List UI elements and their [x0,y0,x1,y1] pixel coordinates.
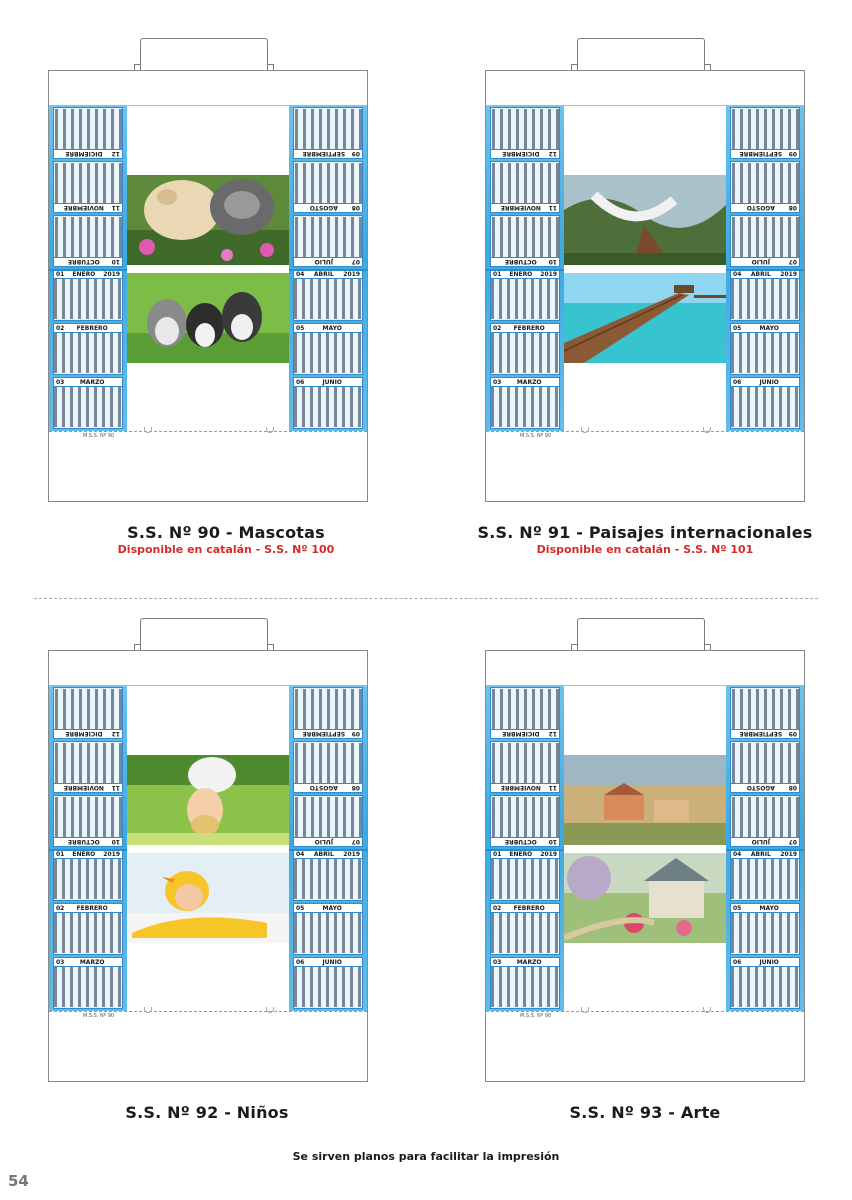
section-divider [34,598,818,599]
calendar-strip-right [289,105,367,431]
month-block: 03 MARZO [53,377,123,429]
month-block: 12 DICIEMBRE [53,107,123,159]
product-subtitle: Disponible en catalán - S.S. Nº 100 [117,543,335,556]
month-block: 01 ENERO 2019 [53,849,123,901]
month-block: 06 JUNIO [730,957,800,1009]
month-block: 05 MAYO [293,323,363,375]
photo-village-painting [564,755,726,845]
month-block: 10 OCTUBRE [53,215,123,267]
month-block: 07 JULIO [730,795,800,847]
hanging-tab [140,618,268,652]
month-block: 08 AGOSTO [293,161,363,213]
month-block: 08 AGOSTO [730,161,800,213]
calendar-strip-right [289,685,367,1011]
month-block: 11 NOVIEMBRE [490,161,560,213]
month-block: 12 DICIEMBRE [490,687,560,739]
month-block: 09 SEPTIEMBRE [730,107,800,159]
calendar-strip-left [49,685,127,1011]
photo-cottage-garden-painting [564,853,726,943]
calendar-strip-right [726,685,804,1011]
month-block: 10 OCTUBRE [490,795,560,847]
product-title: S.S. Nº 90 - Mascotas [127,523,325,542]
photo-three-kittens [127,273,289,363]
month-block: 05 MAYO [730,323,800,375]
month-block: 09 SEPTIEMBRE [293,687,363,739]
fold-line [486,105,804,106]
fold-line [486,431,804,432]
month-block: 11 NOVIEMBRE [53,161,123,213]
fold-line [49,1011,367,1012]
fold-line [486,1011,804,1012]
calendar-board [485,70,805,502]
hanging-tab [140,38,268,72]
calendar-strip-left [49,105,127,431]
month-block: 12 DICIEMBRE [490,107,560,159]
month-block: 06 JUNIO [730,377,800,429]
month-block: 11 NOVIEMBRE [53,741,123,793]
month-block: 03 MARZO [490,377,560,429]
calendar-board [48,650,368,1082]
photo-child-with-stuffed-animal [127,755,289,845]
product-title: S.S. Nº 92 - Niños [125,1103,289,1122]
month-block: 05 MAYO [293,903,363,955]
month-block: 04 ABRIL 2019 [730,849,800,901]
imprint-code: M.S.S. Nº 90 [520,1013,552,1019]
hanging-tab [577,618,705,652]
imprint-code: M.S.S. Nº 90 [520,433,552,439]
month-block: 04 ABRIL 2019 [293,849,363,901]
month-block: 04 ABRIL 2019 [730,269,800,321]
fold-notch [703,1007,711,1013]
month-block: 06 JUNIO [293,377,363,429]
month-block: 07 JULIO [730,215,800,267]
calendar-board [48,70,368,502]
product-subtitle: Disponible en catalán - S.S. Nº 101 [536,543,754,556]
calendar-strip-right [726,105,804,431]
fold-notch [266,427,274,433]
month-block: 05 MAYO [730,903,800,955]
product-title: S.S. Nº 93 - Arte [569,1103,721,1122]
month-block: 04 ABRIL 2019 [293,269,363,321]
fold-line [49,431,367,432]
month-block: 07 JULIO [293,215,363,267]
fold-notch [266,1007,274,1013]
fold-line [486,685,804,686]
photo-wooden-pier [564,273,726,363]
month-block: 10 OCTUBRE [53,795,123,847]
month-block: 02 FEBRERO [53,903,123,955]
imprint-code: M.S.S. Nº 90 [83,1013,115,1019]
product-title: S.S. Nº 91 - Paisajes internacionales [477,523,813,542]
page-number: 54 [8,1172,29,1190]
month-block: 01 ENERO 2019 [490,849,560,901]
fold-notch [581,427,589,433]
calendar-strip-left [486,685,564,1011]
photo-coastal-cliffs [564,175,726,265]
month-block: 01 ENERO 2019 [53,269,123,321]
month-block: 02 FEBRERO [53,323,123,375]
month-block: 02 FEBRERO [490,903,560,955]
month-block: 09 SEPTIEMBRE [293,107,363,159]
month-block: 06 JUNIO [293,957,363,1009]
photo-puppy-and-kitten [127,175,289,265]
month-block: 09 SEPTIEMBRE [730,687,800,739]
fold-notch [144,427,152,433]
month-block: 12 DICIEMBRE [53,687,123,739]
fold-notch [581,1007,589,1013]
fold-line [49,685,367,686]
month-block: 03 MARZO [53,957,123,1009]
month-block: 10 OCTUBRE [490,215,560,267]
fold-notch [144,1007,152,1013]
month-block: 08 AGOSTO [293,741,363,793]
month-block: 11 NOVIEMBRE [490,741,560,793]
footer-note: Se sirven planos para facilitar la impresión [292,1150,560,1163]
imprint-code: M.S.S. Nº 90 [83,433,115,439]
calendar-board [485,650,805,1082]
fold-notch [703,427,711,433]
month-block: 01 ENERO 2019 [490,269,560,321]
fold-line [49,105,367,106]
photo-baby-in-duck-towel [127,853,289,943]
month-block: 02 FEBRERO [490,323,560,375]
month-block: 03 MARZO [490,957,560,1009]
month-block: 07 JULIO [293,795,363,847]
month-block: 08 AGOSTO [730,741,800,793]
hanging-tab [577,38,705,72]
calendar-strip-left [486,105,564,431]
